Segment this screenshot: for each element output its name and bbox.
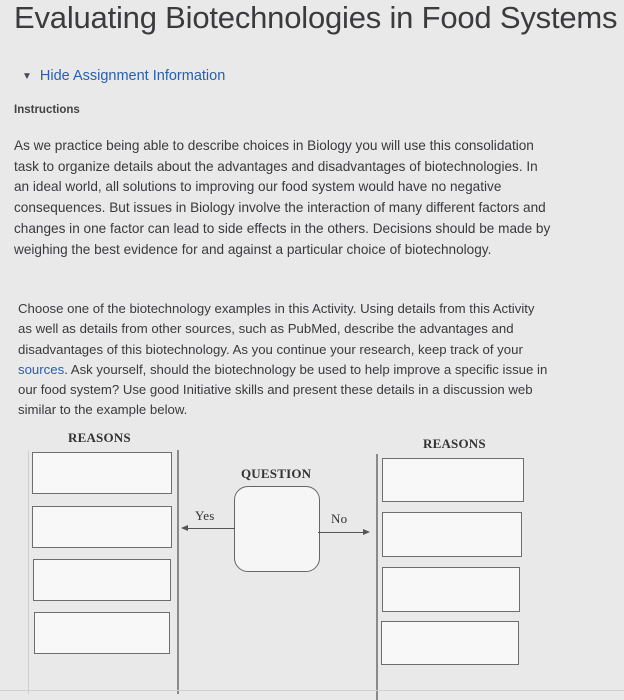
- question-label: QUESTION: [241, 466, 312, 481]
- no-arrow: [318, 532, 368, 533]
- reason-box-left-3: [33, 559, 171, 601]
- question-box: [234, 486, 320, 572]
- reason-box-right-3: [382, 567, 520, 612]
- paragraph-2-text-b: . Ask yourself, should the biotechnology be used to help improve a specific issue in our food system? Use good Initiative skills and present these details in a discussion web similar to the example below.: [18, 361, 548, 418]
- reasons-left-label: REASONS: [68, 430, 131, 445]
- discussion-web-diagram: [20, 424, 610, 700]
- reason-box-right-4: [381, 621, 519, 665]
- page-title: Evaluating Biotechnologies in Food Systems: [14, 0, 618, 35]
- hide-assignment-info-toggle[interactable]: [22, 68, 225, 84]
- caret-down-icon: ▼: [22, 70, 32, 82]
- bottom-divider: [0, 690, 624, 691]
- instructions-paragraph-1: As we practice being able to describe choices in Biology you will use this consolidation task to organize details about the advantages and disadvantages of biotechnologies. In an ideal world, all solutions to improving our food system would have no negative consequences. But issues in Biology involve the interaction of many different factors and changes in one factor can lead to side effects in the others. Decisions should be made by weighing the best evidence for and against a particular choice of biotechnology.: [14, 138, 551, 257]
- reason-box-left-1: [32, 452, 172, 494]
- sources-link[interactable]: sources: [18, 361, 65, 377]
- reasons-right-label: REASONS: [423, 436, 486, 451]
- instructions-label: Instructions: [14, 104, 80, 116]
- paragraph-2-text-a: Choose one of the biotechnology examples in this Activity. Using details from this Activity as well as details from other sources, such as PubMed, describe the advantages and disadvantages of this biotechnology. As you continue your research, keep track of your: [18, 301, 535, 357]
- reason-box-right-2: [382, 512, 522, 557]
- reason-box-left-2: [32, 506, 172, 548]
- yes-arrow: [183, 528, 235, 529]
- reason-box-left-4: [34, 612, 170, 654]
- yes-label: Yes: [195, 508, 215, 523]
- instructions-paragraph-2: [18, 299, 548, 421]
- no-label: No: [331, 511, 348, 526]
- toggle-label: Hide Assignment Information: [39, 68, 226, 84]
- reason-box-right-1: [382, 458, 524, 502]
